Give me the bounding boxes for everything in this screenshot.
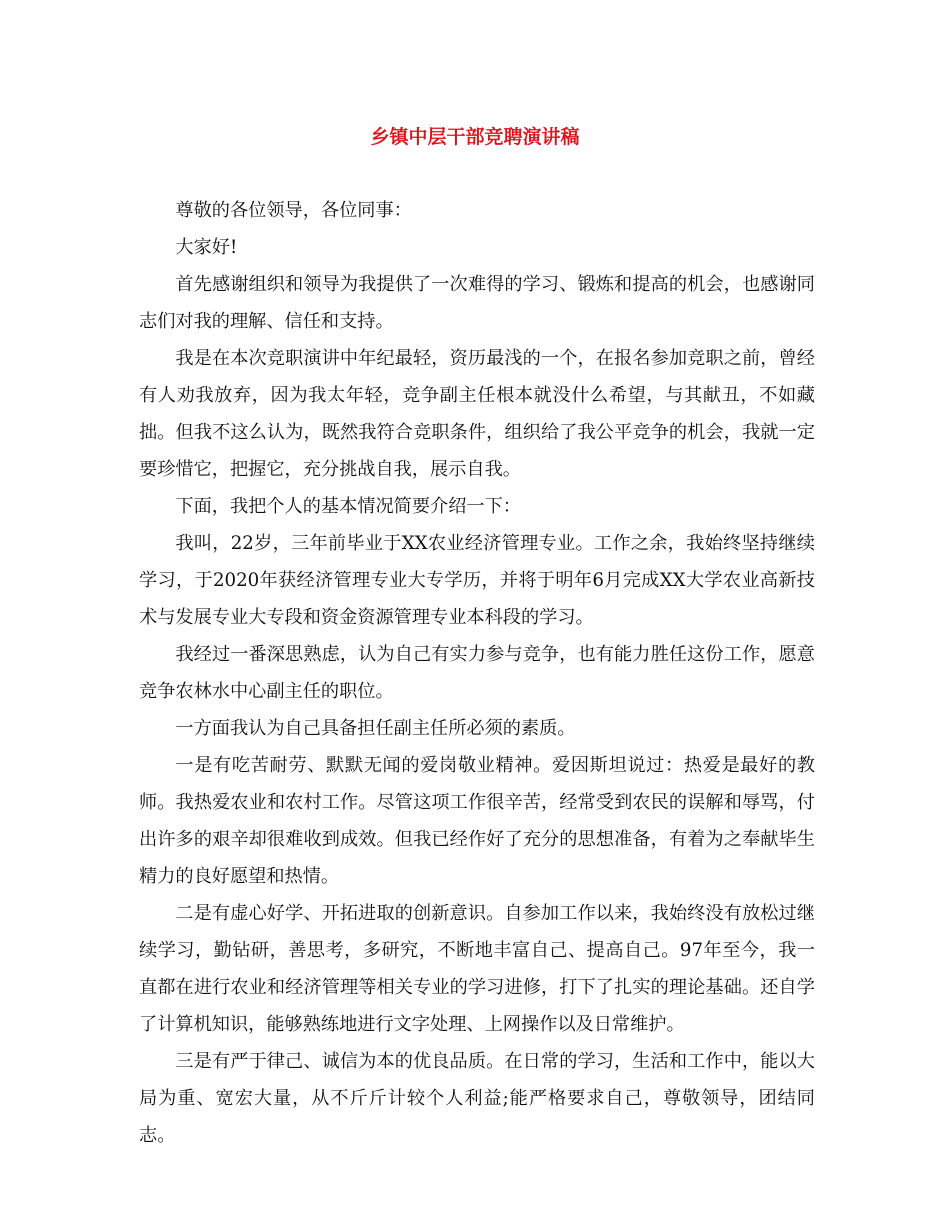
paragraph-quality-two: 二是有虚心好学、开拓进取的创新意识。自参加工作以来，我始终没有放松过继续学习，勤钻研，善思考，多研究，不断地丰富自己、提高自己。97年至今，我一直都在进行农业和经济管理等相关专业的学习进修，打下了扎实的理论基础。还自学了计算机知识，能够熟练地进行文字处理、上网操作以及日常维护。 xyxy=(139,903,815,1035)
paragraph-qualities-lead: 一方面我认为自己具备担任副主任所必须的素质。 xyxy=(175,718,576,739)
paragraph-quality-one: 一是有吃苦耐劳、默默无闻的爱岗敬业精神。爱因斯坦说过：热爱是最好的教师。我热爱农业和农村工作。尽管这项工作很辛苦，经常受到农民的误解和辱骂，付出许多的艰辛却很难收到成效。但我已经作好了充分的思想准备，有着为之奉献毕生精力的良好愿望和热情。 xyxy=(139,755,815,887)
paragraph-salutation: 尊敬的各位领导，各位同事： xyxy=(175,200,412,221)
document-title: 乡镇中层干部竞聘演讲稿 xyxy=(370,126,580,148)
paragraph-decision: 我经过一番深思熟虑，认为自己有实力参与竞争，也有能力胜任这份工作，愿意竞争农林水中心副主任的职位。 xyxy=(139,644,815,702)
paragraph-thanks: 首先感谢组织和领导为我提供了一次难得的学习、锻炼和提高的机会，也感谢同志们对我的理解、信任和支持。 xyxy=(139,274,815,332)
document-body xyxy=(139,192,815,1154)
paragraph-greeting: 大家好! xyxy=(175,237,238,258)
paragraph-motivation: 我是在本次竞职演讲中年纪最轻，资历最浅的一个，在报名参加竞职之前，曾经有人劝我放弃，因为我太年轻，竞争副主任根本就没什么希望，与其献丑，不如藏拙。但我不这么认为，既然我符合竞职条件，组织给了我公平竞争的机会，我就一定要珍惜它，把握它，充分挑战自我，展示自我。 xyxy=(139,348,815,480)
paragraph-quality-three: 三是有严于律己、诚信为本的优良品质。在日常的学习，生活和工作中，能以大局为重、宽宏大量，从不斤斤计较个人利益;能严格要求自己，尊敬领导，团结同志。 xyxy=(139,1051,815,1146)
paragraph-background: 我叫，22岁，三年前毕业于XX农业经济管理专业。工作之余，我始终坚持继续学习，于2020年获经济管理专业大专学历，并将于明年6月完成XX大学农业高新技术与发展专业大专段和资金资源管理专业本科段的学习。 xyxy=(139,533,815,628)
paragraph-intro-lead: 下面，我把个人的基本情况简要介绍一下： xyxy=(175,496,521,517)
